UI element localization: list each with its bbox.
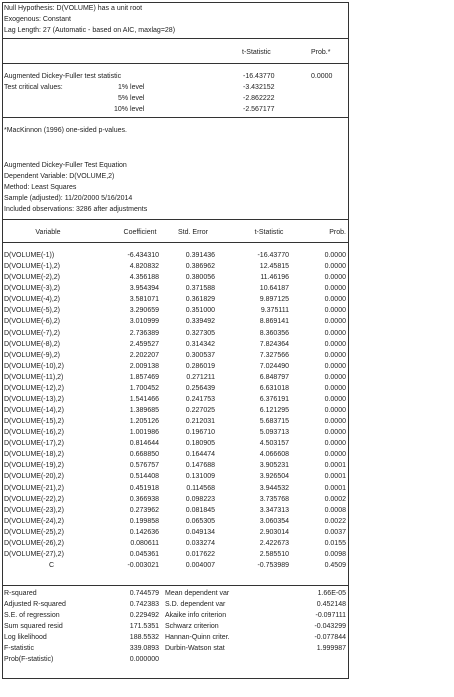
cell-t-statistic: 2.585510 [259, 550, 289, 558]
stat-label-right: S.D. dependent var [165, 601, 226, 608]
col-header-coefficient: Coefficient [123, 229, 157, 236]
cell-std-error: 0.017622 [185, 550, 215, 558]
crit-level: 5% level [118, 95, 145, 102]
cell-t-statistic: 12.45815 [259, 263, 289, 271]
crit-value: -2.567177 [243, 106, 275, 113]
cell-prob: 0.0000 [324, 340, 346, 348]
cell-variable: D(VOLUME(-20),2) [4, 473, 64, 481]
cell-variable: D(VOLUME(-9),2) [4, 351, 61, 359]
cell-t-statistic: 7.824364 [259, 340, 289, 348]
cell-prob: 0.0155 [324, 539, 346, 547]
cell-coefficient: 0.142636 [129, 528, 159, 536]
cell-std-error: 0.339492 [185, 318, 215, 326]
cell-variable: D(VOLUME(-1)) [4, 252, 55, 259]
cell-std-error: 0.081845 [185, 506, 215, 514]
cell-prob: 0.0001 [324, 484, 346, 492]
stat-label-right: Durbin-Watson stat [165, 645, 225, 652]
crit-level: 1% level [118, 84, 145, 91]
cell-variable: D(VOLUME(-2),2) [4, 274, 61, 282]
cell-coefficient: 0.199858 [129, 517, 159, 525]
cell-prob: 0.0000 [324, 263, 346, 271]
null-hypothesis: Null Hypothesis: D(VOLUME) has a unit root [4, 5, 143, 12]
exogenous: Exogenous: Constant [4, 16, 71, 23]
dependent-variable: Dependent Variable: D(VOLUME,2) [4, 173, 115, 180]
cell-prob: 0.0000 [324, 362, 346, 370]
divider [2, 585, 349, 586]
stat-value-right: -0.077844 [314, 634, 346, 641]
cell-std-error: 0.180905 [185, 440, 215, 448]
cell-variable: D(VOLUME(-4),2) [4, 296, 61, 304]
cell-prob: 0.0002 [324, 495, 346, 503]
cell-t-statistic: 10.64187 [259, 285, 289, 293]
cell-variable: D(VOLUME(-21),2) [4, 484, 64, 492]
cell-prob: 0.0000 [324, 429, 346, 437]
cell-std-error: 0.286019 [185, 362, 215, 370]
cell-t-statistic: 3.060354 [259, 517, 289, 525]
cell-prob: 0.0037 [324, 528, 346, 536]
cell-std-error: 0.227025 [185, 407, 215, 414]
cell-t-statistic: 5.093713 [259, 429, 289, 437]
cell-std-error: 0.300537 [185, 351, 215, 359]
cell-coefficient: 0.514408 [129, 473, 159, 481]
divider [2, 38, 349, 39]
cell-coefficient: 0.366938 [129, 495, 159, 503]
stat-label: S.E. of regression [4, 612, 60, 619]
cell-std-error: 0.351000 [185, 307, 215, 315]
stat-label-right: Hannan-Quinn criter. [165, 634, 230, 641]
cell-t-statistic: 6.121295 [259, 407, 289, 414]
cell-std-error: 0.327305 [185, 329, 215, 337]
cell-t-statistic: 3.905231 [259, 462, 289, 470]
cell-t-statistic: 7.024490 [259, 362, 289, 370]
cell-prob: 0.0000 [324, 329, 346, 337]
cell-t-statistic: 4.066608 [259, 451, 289, 459]
cell-prob: 0.0000 [324, 252, 346, 259]
cell-prob: 0.0000 [324, 274, 346, 282]
cell-std-error: 0.212031 [185, 418, 215, 426]
stat-value: 339.0893 [129, 645, 159, 652]
cell-variable: D(VOLUME(-10),2) [4, 362, 64, 370]
cell-std-error: 0.361829 [185, 296, 215, 304]
cell-variable: D(VOLUME(-27),2) [4, 550, 64, 558]
crit-value: -2.862222 [243, 95, 275, 102]
cell-coefficient: -6.434310 [127, 252, 159, 259]
cell-variable: D(VOLUME(-17),2) [4, 440, 64, 448]
cell-t-statistic: 8.869141 [259, 318, 289, 326]
stat-value: 0.000000 [129, 656, 159, 663]
stat-value: 171.5351 [129, 623, 159, 630]
cell-std-error: 0.033274 [185, 539, 215, 547]
cell-coefficient: 1.001986 [129, 429, 159, 437]
cell-coefficient: 3.954394 [129, 285, 159, 293]
crit-label: Test critical values: [4, 84, 63, 91]
cell-std-error: 0.314342 [185, 340, 215, 348]
cell-coefficient: 2.009138 [129, 362, 159, 370]
stat-value-right: 1.66E-05 [317, 590, 346, 597]
cell-coefficient: 3.290659 [129, 307, 159, 315]
cell-std-error: 0.065305 [185, 517, 215, 525]
cell-t-statistic: 8.360356 [259, 329, 289, 337]
cell-variable: D(VOLUME(-13),2) [4, 395, 64, 403]
stat-value: 0.742383 [129, 601, 159, 608]
cell-t-statistic: -0.753989 [257, 562, 289, 569]
cell-t-statistic: 6.848797 [259, 373, 289, 381]
stat-label: Adjusted R-squared [4, 601, 66, 608]
stat-label-right: Akaike info criterion [165, 612, 227, 619]
cell-coefficient: 4.820832 [129, 263, 159, 271]
cell-coefficient: 1.541466 [129, 395, 159, 403]
cell-std-error: 0.386962 [185, 263, 215, 271]
cell-prob: 0.0000 [324, 384, 346, 392]
adf-stat-label: Augmented Dickey-Fuller test statistic [4, 73, 122, 80]
cell-t-statistic: 5.683715 [259, 418, 289, 426]
cell-t-statistic: 3.735768 [259, 495, 289, 503]
col-header-prob: Prob. [329, 229, 346, 236]
cell-t-statistic: 2.903014 [259, 528, 289, 536]
cell-prob: 0.0098 [324, 550, 346, 558]
cell-std-error: 0.371588 [185, 285, 215, 293]
cell-coefficient: 3.010999 [129, 318, 159, 326]
stat-label-right: Schwarz criterion [165, 623, 219, 630]
cell-t-statistic: 11.46196 [260, 274, 289, 282]
cell-variable: D(VOLUME(-19),2) [4, 462, 64, 470]
cell-std-error: 0.380056 [185, 274, 215, 282]
cell-variable: D(VOLUME(-12),2) [4, 384, 64, 392]
cell-std-error: 0.147688 [185, 462, 215, 470]
cell-std-error: 0.391436 [185, 252, 215, 259]
stat-value: 188.5532 [129, 634, 159, 641]
cell-std-error: 0.271211 [186, 373, 215, 381]
divider [2, 219, 349, 220]
cell-t-statistic: 4.503157 [259, 440, 289, 448]
adf-col-prob: Prob.* [311, 49, 331, 56]
cell-variable: D(VOLUME(-25),2) [4, 528, 64, 536]
cell-std-error: 0.196710 [185, 429, 215, 437]
stat-value-right: 0.452148 [316, 601, 346, 608]
cell-t-statistic: 3.944532 [259, 484, 289, 492]
cell-prob: 0.0001 [324, 462, 346, 470]
cell-variable: D(VOLUME(-5),2) [4, 307, 61, 315]
cell-prob: 0.0000 [324, 285, 346, 293]
cell-coefficient: 3.581071 [129, 296, 159, 304]
cell-prob: 0.0000 [324, 395, 346, 403]
cell-prob: 0.0022 [324, 517, 346, 525]
cell-t-statistic: 3.347313 [259, 506, 289, 514]
lag-length: Lag Length: 27 (Automatic - based on AIC, maxlag=28) [4, 27, 176, 34]
cell-prob: 0.0000 [324, 351, 346, 359]
cell-variable: D(VOLUME(-23),2) [4, 506, 64, 514]
cell-std-error: 0.256439 [185, 384, 215, 392]
included-observations: Included observations: 3286 after adjustments [4, 206, 148, 213]
cell-std-error: 0.164474 [185, 451, 215, 459]
cell-prob: 0.0008 [324, 506, 346, 514]
stat-value-right: 1.999987 [316, 645, 346, 652]
cell-variable: D(VOLUME(-6),2) [4, 318, 61, 326]
cell-coefficient: 2.202207 [129, 351, 159, 359]
sample: Sample (adjusted): 11/20/2000 5/16/2014 [4, 195, 133, 202]
cell-prob: 0.0000 [324, 318, 346, 326]
stat-label: Log likelihood [4, 634, 47, 641]
crit-value: -3.432152 [243, 84, 275, 91]
stat-label: Sum squared resid [4, 623, 63, 630]
equation-title: Augmented Dickey-Fuller Test Equation [4, 162, 127, 169]
cell-prob: 0.0000 [324, 373, 346, 381]
col-header-std-error: Std. Error [178, 229, 208, 236]
cell-coefficient: 0.576757 [129, 462, 159, 470]
cell-variable: D(VOLUME(-22),2) [4, 495, 64, 503]
cell-std-error: 0.098223 [185, 495, 215, 503]
divider [2, 117, 349, 118]
col-header-variable: Variable [35, 229, 61, 236]
cell-t-statistic: 6.631018 [259, 384, 289, 392]
cell-coefficient: 1.389685 [129, 407, 159, 414]
cell-coefficient: 2.459527 [129, 340, 159, 348]
cell-prob: 0.4509 [324, 562, 346, 569]
cell-std-error: 0.131009 [185, 473, 215, 481]
divider [2, 242, 349, 243]
cell-variable: D(VOLUME(-24),2) [4, 517, 64, 525]
cell-prob: 0.0000 [324, 296, 346, 304]
stat-value: 0.229492 [129, 612, 159, 619]
mackinnon-footnote: *MacKinnon (1996) one-sided p-values. [4, 127, 127, 134]
cell-coefficient: 0.451918 [129, 484, 159, 492]
cell-variable: C [48, 562, 54, 569]
cell-coefficient: 1.205126 [129, 418, 159, 426]
cell-t-statistic: 2.422673 [259, 539, 289, 547]
stat-label-right: Mean dependent var [165, 590, 230, 597]
cell-coefficient: 0.273962 [129, 506, 159, 514]
cell-coefficient: 0.045361 [129, 550, 159, 558]
crit-level: 10% level [114, 106, 145, 113]
col-header-t-statistic: t-Statistic [254, 229, 284, 236]
method: Method: Least Squares [4, 184, 77, 191]
cell-std-error: 0.114568 [186, 484, 215, 492]
cell-prob: 0.0000 [324, 440, 346, 448]
cell-prob: 0.0000 [324, 407, 346, 414]
cell-coefficient: 1.857469 [129, 373, 159, 381]
cell-variable: D(VOLUME(-26),2) [4, 539, 64, 547]
cell-prob: 0.0000 [324, 451, 346, 459]
stat-value: 0.744579 [129, 590, 159, 597]
cell-coefficient: 4.356188 [129, 274, 159, 282]
adf-stat-prob: 0.0000 [311, 73, 333, 80]
cell-prob: 0.0000 [324, 307, 346, 315]
adf-col-tstat: t-Statistic [242, 49, 271, 56]
cell-variable: D(VOLUME(-8),2) [4, 340, 61, 348]
cell-coefficient: 2.736389 [129, 329, 159, 337]
stat-label: F-statistic [4, 645, 34, 652]
divider [2, 63, 349, 64]
cell-variable: D(VOLUME(-15),2) [4, 418, 64, 426]
cell-prob: 0.0001 [324, 473, 346, 481]
cell-variable: D(VOLUME(-7),2) [4, 329, 61, 337]
cell-coefficient: 1.700452 [129, 384, 159, 392]
adf-stat-value: -16.43770 [243, 73, 275, 80]
cell-prob: 0.0000 [324, 418, 346, 426]
cell-coefficient: 0.080611 [130, 539, 159, 547]
cell-coefficient: 0.814644 [129, 440, 159, 448]
cell-std-error: 0.241753 [185, 395, 215, 403]
cell-std-error: 0.049134 [185, 528, 215, 536]
cell-t-statistic: 7.327566 [259, 351, 289, 359]
stat-value-right: -0.043299 [314, 623, 346, 630]
cell-variable: D(VOLUME(-18),2) [4, 451, 64, 459]
cell-coefficient: -0.003021 [127, 562, 159, 569]
cell-variable: D(VOLUME(-16),2) [4, 429, 64, 437]
cell-coefficient: 0.668850 [129, 451, 159, 459]
cell-std-error: 0.004007 [185, 562, 215, 569]
cell-variable: D(VOLUME(-3),2) [4, 285, 61, 293]
cell-variable: D(VOLUME(-14),2) [4, 407, 64, 414]
cell-variable: D(VOLUME(-11),2) [4, 373, 64, 381]
cell-t-statistic: 3.926504 [259, 473, 289, 481]
cell-variable: D(VOLUME(-1),2) [4, 263, 61, 271]
cell-t-statistic: -16.43770 [257, 252, 289, 259]
cell-t-statistic: 6.376191 [259, 395, 289, 403]
cell-t-statistic: 9.897125 [259, 296, 289, 304]
stat-value-right: -0.097111 [315, 612, 346, 619]
cell-t-statistic: 9.375111 [260, 307, 289, 315]
stat-label: Prob(F-statistic) [4, 656, 54, 663]
stat-label: R-squared [4, 590, 37, 597]
